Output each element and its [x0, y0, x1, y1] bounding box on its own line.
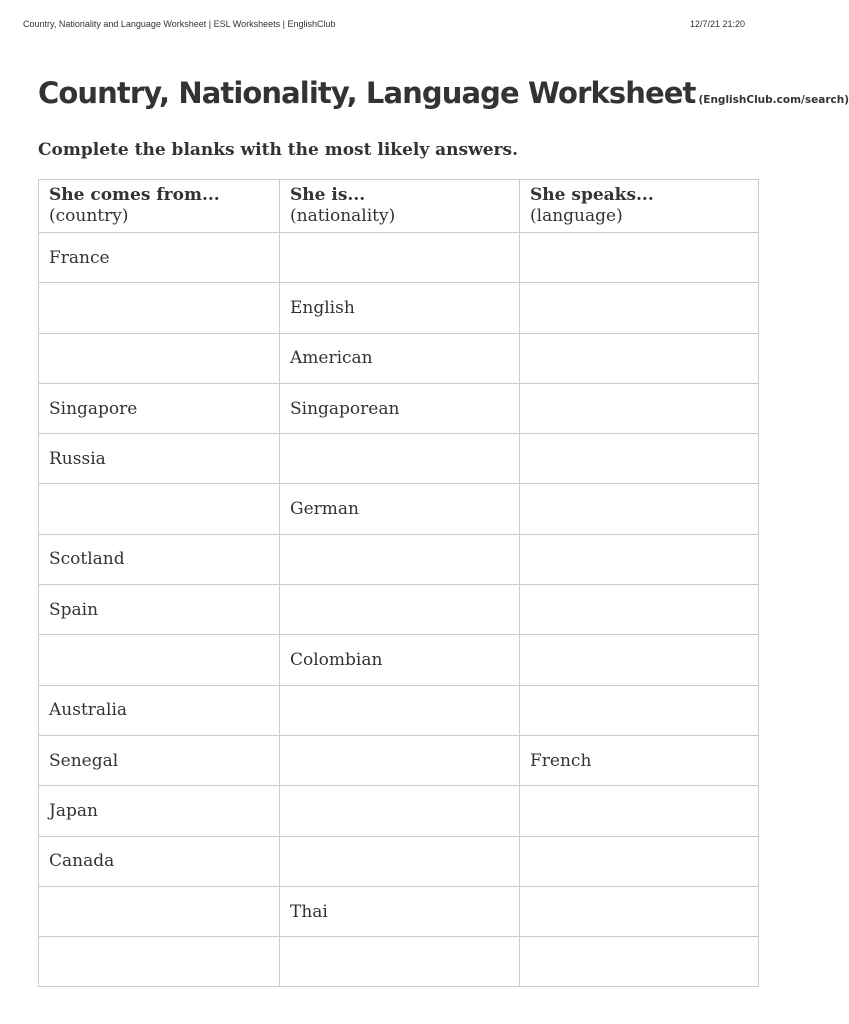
nationality-cell — [280, 735, 520, 785]
nationality-cell — [280, 585, 520, 635]
table-row — [39, 786, 759, 836]
print-page-title: Country, Nationality and Language Worksheet | ESL Worksheets | EnglishClub — [23, 19, 336, 29]
country-cell: Australia — [39, 685, 280, 735]
language-cell — [520, 534, 759, 584]
country-cell: Senegal — [39, 735, 280, 785]
table-row — [39, 434, 759, 484]
country-cell — [39, 937, 280, 987]
table-row — [39, 383, 759, 433]
language-cell — [520, 685, 759, 735]
language-cell — [520, 383, 759, 433]
worksheet-heading — [38, 76, 849, 110]
table-row — [39, 836, 759, 886]
nationality-cell — [280, 786, 520, 836]
table-row — [39, 534, 759, 584]
table-row — [39, 484, 759, 534]
nationality-cell — [280, 233, 520, 283]
language-cell — [520, 786, 759, 836]
table-row — [39, 937, 759, 987]
country-cell: Japan — [39, 786, 280, 836]
table-row — [39, 585, 759, 635]
table-row — [39, 333, 759, 383]
column-header-country — [39, 180, 280, 233]
country-cell: Russia — [39, 434, 280, 484]
instructions: Complete the blanks with the most likely answers. — [38, 140, 518, 160]
nationality-cell: American — [280, 333, 520, 383]
worksheet-title: Country, Nationality, Language Worksheet — [38, 76, 696, 110]
worksheet-body — [39, 233, 759, 987]
nationality-cell: Colombian — [280, 635, 520, 685]
country-cell: Singapore — [39, 383, 280, 433]
table-row — [39, 685, 759, 735]
nationality-cell — [280, 685, 520, 735]
language-cell — [520, 635, 759, 685]
column-hint: (country) — [49, 206, 129, 226]
language-cell — [520, 434, 759, 484]
country-cell: Scotland — [39, 534, 280, 584]
worksheet-table-container — [38, 179, 746, 945]
language-cell — [520, 333, 759, 383]
table-row — [39, 233, 759, 283]
column-hint: (nationality) — [290, 206, 396, 226]
table-row — [39, 635, 759, 685]
source-note: (EnglishClub.com/search) — [698, 94, 849, 106]
print-header — [23, 19, 745, 33]
column-heading: She comes from... — [49, 185, 220, 205]
nationality-cell: Thai — [280, 886, 520, 936]
column-heading: She speaks... — [530, 185, 654, 205]
nationality-cell: German — [280, 484, 520, 534]
country-cell: Canada — [39, 836, 280, 886]
language-cell — [520, 484, 759, 534]
nationality-cell: Singaporean — [280, 383, 520, 433]
column-hint: (language) — [530, 206, 623, 226]
country-cell — [39, 635, 280, 685]
language-cell — [520, 585, 759, 635]
column-header-nationality — [280, 180, 520, 233]
country-cell — [39, 484, 280, 534]
country-cell — [39, 283, 280, 333]
language-cell — [520, 233, 759, 283]
nationality-cell — [280, 836, 520, 886]
column-heading: She is... — [290, 185, 366, 205]
nationality-cell — [280, 534, 520, 584]
language-cell: French — [520, 735, 759, 785]
country-cell — [39, 333, 280, 383]
table-header-row — [39, 180, 759, 233]
country-cell: Spain — [39, 585, 280, 635]
language-cell — [520, 886, 759, 936]
country-cell — [39, 886, 280, 936]
table-row — [39, 735, 759, 785]
language-cell — [520, 937, 759, 987]
nationality-cell — [280, 937, 520, 987]
language-cell — [520, 283, 759, 333]
country-cell: France — [39, 233, 280, 283]
language-cell — [520, 836, 759, 886]
table-row — [39, 886, 759, 936]
nationality-cell: English — [280, 283, 520, 333]
column-header-language — [520, 180, 759, 233]
nationality-cell — [280, 434, 520, 484]
table-row — [39, 283, 759, 333]
worksheet-table — [38, 179, 759, 987]
print-date: 12/7/21 21:20 — [689, 19, 745, 29]
